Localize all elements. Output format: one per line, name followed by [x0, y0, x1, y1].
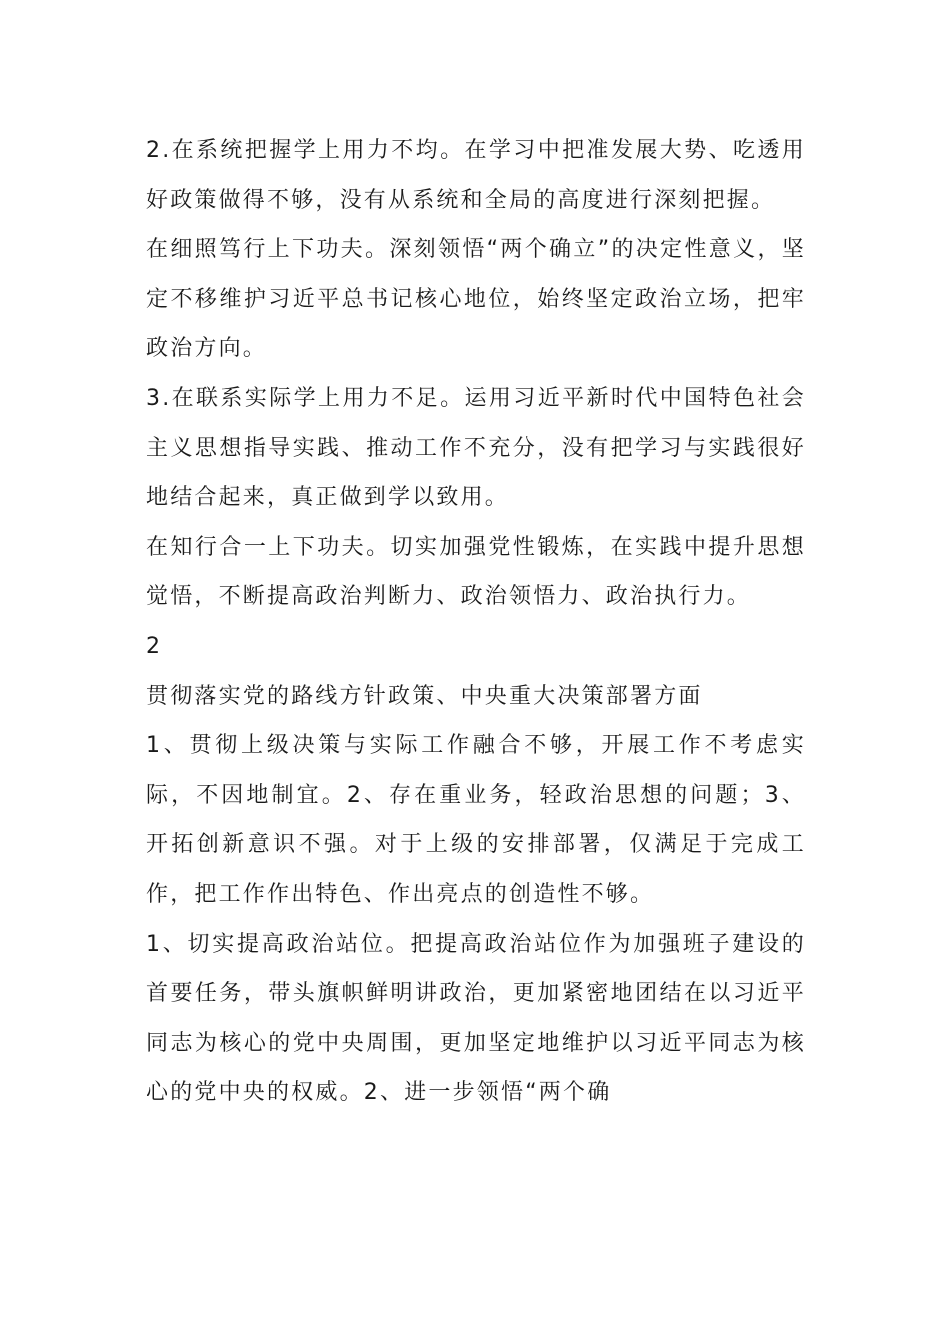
- paragraph-practice-issue: 3.在联系实际学上用力不足。运用习近平新时代中国特色社会主义思想指导实践、推动工作不充分，没有把学习与实践很好地结合起来，真正做到学以致用。: [146, 385, 806, 511]
- paragraph-study-systematic-measure: 在细照笃行上下功夫。深刻领悟“两个确立”的决定性意义，坚定不移维护习近平总书记核心地位，始终坚定政治立场，把牢政治方向。: [146, 237, 806, 362]
- paragraph-study-systematic-issue: 2.在系统把握学上用力不均。在学习中把准发展大势、吃透用好政策做得不够，没有从系统和全局的高度进行深刻把握。: [146, 138, 806, 213]
- paragraph-policy-issues: 1、贯彻上级决策与实际工作融合不够，开展工作不考虑实际，不因地制宜。2、存在重业务，轻政治思想的问题；3、开拓创新意识不强。对于上级的安排部署，仅满足于完成工作，把工作作出特色、作出亮点的创造性不够。: [146, 733, 806, 907]
- section-heading: 贯彻落实党的路线方针政策、中央重大决策部署方面: [146, 683, 703, 709]
- document-body: [146, 126, 806, 1118]
- paragraph-policy-measures: 1、切实提高政治站位。把提高政治站位作为加强班子建设的首要任务，带头旗帜鲜明讲政治，更加紧密地团结在以习近平同志为核心的党中央周围，更加坚定地维护以习近平同志为核心的党中央的权威。2、进一步领悟“两个确: [146, 931, 806, 1106]
- paragraph-practice-measure: 在知行合一上下功夫。切实加强党性锻炼，在实践中提升思想觉悟，不断提高政治判断力、政治领悟力、政治执行力。: [146, 534, 806, 610]
- section-number: 2: [146, 633, 163, 659]
